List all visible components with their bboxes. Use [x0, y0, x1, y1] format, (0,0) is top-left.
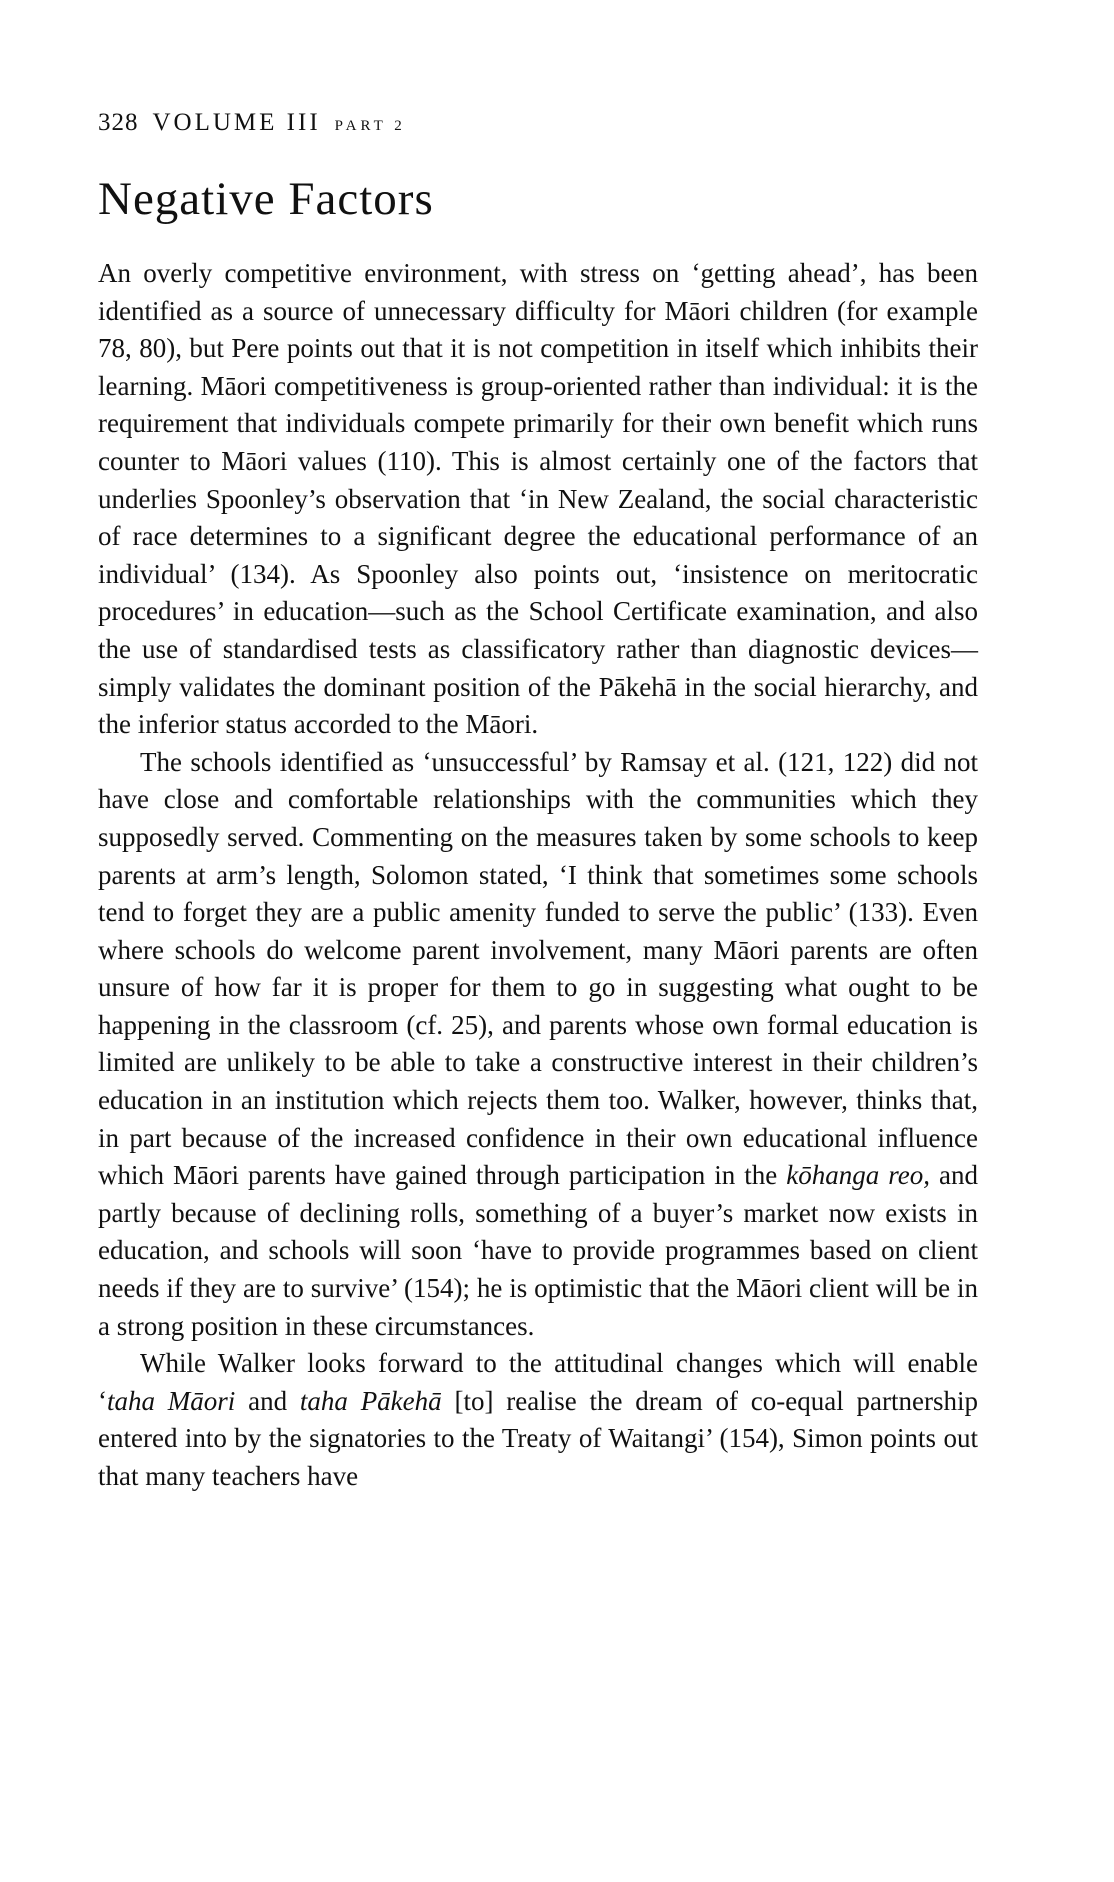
- paragraph-text: An overly competitive environment, with stress on ‘getting ahead’, has been identified as a source of unnecessary difficulty for Māori children (for example 78, 80), but Pere points out that it is not competition in itself which inhibits their learning. Māori competitiveness is group-oriented rather than individual: it is the requirement that individuals compete primarily for their own benefit which runs counter to Māori values (110). This is almost certainly one of the factors that underlies Spoonley’s observation that ‘in New Zealand, the social characteristic of race determines to a significant degree the educational performance of an individual’ (134). As Spoonley also points out, ‘insistence on meritocratic procedures’ in education—such as the School Certificate examination, and also the use of standardised tests as classificatory rather than diagnostic devices—simply validates the dominant position of the Pākehā in the social hierarchy, and the inferior status accorded to the Māori.: [98, 258, 978, 740]
- paragraph-text: While Walker looks forward to the attitudinal changes which will enable ‘: [98, 1348, 978, 1416]
- paragraph-text: and: [235, 1385, 300, 1416]
- part-label: PART 2: [334, 118, 406, 134]
- volume-label: VOLUME III: [152, 109, 321, 136]
- running-head: [98, 108, 978, 141]
- section-title: Negative Factors: [98, 173, 434, 225]
- paragraph-2: [98, 744, 978, 1346]
- paragraph-text: and partly because of declining rolls, something of a buyer’s market now exists in education, and schools will soon ‘have to provide programmes based on client needs if they are to survive’ (154); he is optimistic that the Māori client will be in a strong position in these circumstances.: [98, 1160, 978, 1341]
- book-page: [98, 108, 978, 1496]
- italic-term-taha-maori: taha Māori: [107, 1385, 236, 1416]
- body-text: [98, 255, 978, 1496]
- paragraph-3: [98, 1345, 978, 1495]
- paragraph-text: [to] realise the dream of co-equal partnership entered into by the signatories to the Treaty of Waitangi’ (154), Simon points out that many teachers have: [98, 1385, 979, 1491]
- paragraph-text: The schools identified as ‘unsuccessful’ by Ramsay et al. (121, 122) did not have close and comfortable relationships with the communities which they supposedly served. Commenting on the measures taken by some schools to keep parents at arm’s length, Solomon stated, ‘I think that sometimes some schools tend to forget they are a public amenity funded to serve the public’ (133). Even where schools do welcome parent involvement, many Māori parents are often unsure of how far it is proper for them to go in suggesting what ought to be happening in the classroom (cf. 25), and parents whose own formal education is limited are unlikely to be able to take a constructive interest in their children’s education in an institution which rejects them too. Walker, however, thinks that, in part because of the increased confidence in their own educational influence which Māori parents have gained through participation in the: [98, 746, 978, 1191]
- paragraph-1: [98, 255, 978, 744]
- italic-term-taha-pakeha: taha Pākehā: [299, 1385, 442, 1416]
- page-number: 328: [98, 109, 139, 136]
- italic-term-kohanga-reo: kōhanga reo,: [786, 1160, 931, 1191]
